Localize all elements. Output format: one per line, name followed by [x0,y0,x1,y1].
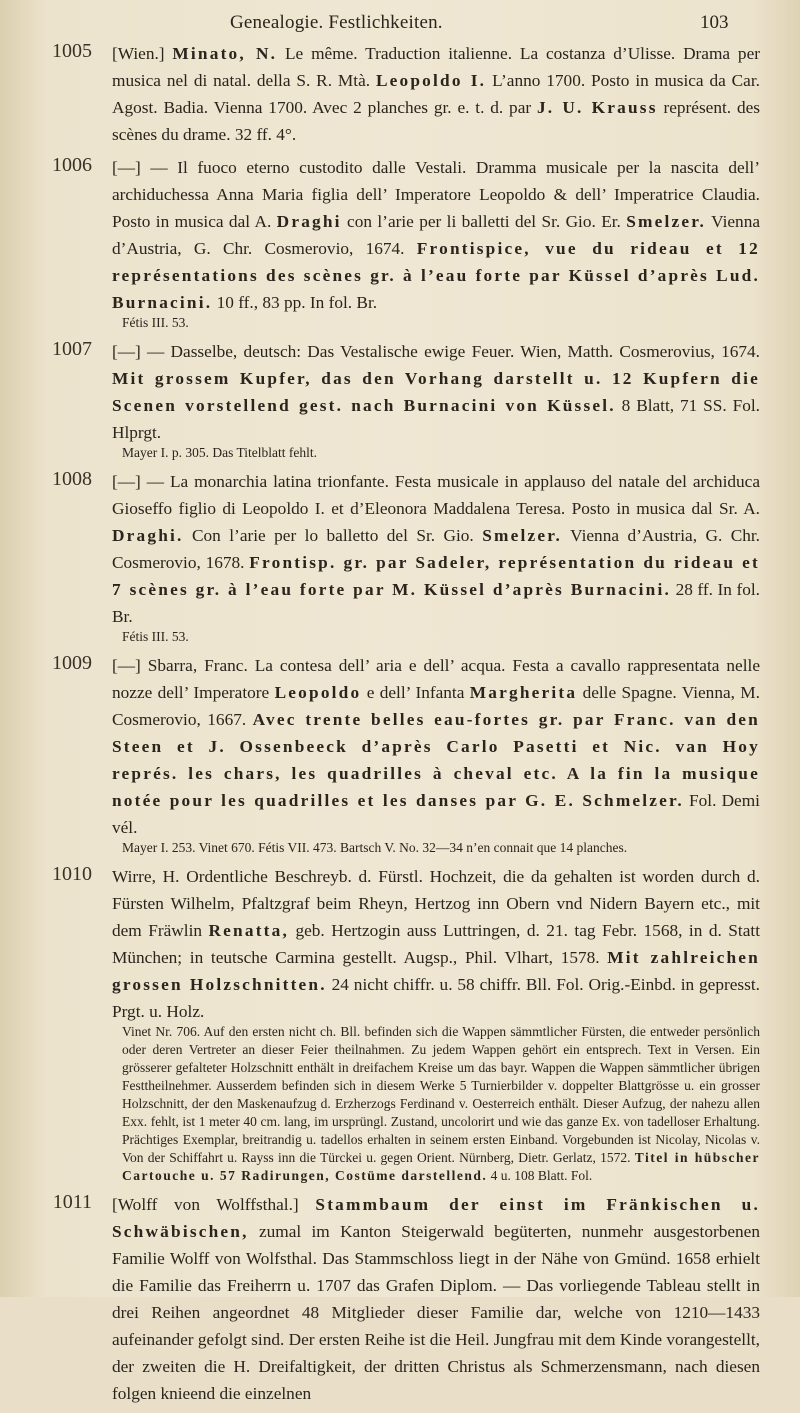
catalog-entry-1007 [0,338,760,462]
catalog-entry-1008 [0,468,760,646]
entry-text: [Wien.] Minato, N. Le même. Traduction italienne. La costanza d’Ulisse. Drama per musica nel di natal. della S. R. Mtà. Leopoldo I. L’anno 1700. Posto in musica da Car. Agost. Badia. Vienna 1700. Avec 2 planches gr. e. t. d. par J. U. Krauss représent. des scènes du drame. 32 ff. 4°. [112,44,760,144]
lot-number: 1009 [52,652,92,674]
bibliographic-reference: Vinet Nr. 706. Auf den ersten nicht ch. Bll. befinden sich die Wappen sämmtlicher Fürsten, die entweder persönlich oder deren Vertreter an dieser Feier theilnahmen. Zu jedem Wappen gehört ein entsprech. Text in Versen. Ein grösserer gefalteter Holzschnitt enthält in dreifachem Kreise um das bayr. Wappen die Wappen sämmtlicher übrigen Festtheilnehmer. Ausserdem befinden sich in diesem Werke 5 Turnierbilder v. doppelter Blattgrösse u. ein grosser Holzschnitt, der den Maskenaufzug d. Erzherzogs Ferdinand v. Oesterreich enthält. Dieser Aufzug, der nahezu allen Exx. fehlt, ist 1 meter 40 cm. lang, im ursprüngl. Zustand, uncolorirt und wie das ganze Ex. von tadelloser Erhaltung. Prächtiges Exemplar, breitrandig u. tadellos erhalten in seinem ersten Einband. Vorgebunden ist Nicolay, Nicolas v. Von der Schiffahrt u. Rayss inn die Türckei u. gegen Orient. Nürnberg, Dietr. Gerlatz, 1572. Titel in hübscher Cartouche u. 57 Radirungen, Costüme darstellend. 4 u. 108 Blatt. Fol. [122,1024,761,1183]
catalog-entry-1005 [0,40,760,148]
catalog-entries [0,40,800,1413]
entry-text: [—] — La monarchia latina trionfante. Festa musicale in applauso del natale del archiduca Gioseffo figlio di Leopoldo I. et d’Eleonora Maddalena Teresa. Posto in musica dal Sr. A. Draghi. Con l’arie per lo balletto del Sr. Gio. Smelzer. Vienna d’Austria, G. Chr. Cosmerovio, 1678. Frontisp. gr. par Sadeler, représentation du rideau et 7 scènes gr. à l’eau forte par M. Küssel d’après Burnacini. 28 ff. In fol. Br. [112,472,760,626]
catalog-entry-1011 [0,1191,760,1407]
bibliographic-reference: Mayer I. p. 305. Das Titelblatt fehlt. [122,445,317,460]
lot-number: 1010 [52,863,92,885]
bibliographic-reference: Fétis III. 53. [122,315,189,330]
entry-text: [—] — Il fuoco eterno custodito dalle Vestali. Dramma musicale per la nascita dell’ archiduchessa Anna Maria figlia dell’ Imperatore Leopoldo & dell’ Imperatrice Claudia. Posto in musica dal A. Draghi con l’arie per li balletti del Sr. Gio. Er. Smelzer. Vienna d’Austria, G. Chr. Cosmerovio, 1674. Frontispice, vue du rideau et 12 représentations des scènes gr. à l’eau forte par Küssel d’après Lud. Burnacini. 10 ff., 83 pp. In fol. Br. [112,158,761,312]
catalog-entry-1009 [0,652,760,857]
catalog-entry-1006 [0,154,760,332]
entry-text: [—] Sbarra, Franc. La contesa dell’ aria e dell’ acqua. Festa a cavallo rappresentata nelle nozze dell’ Imperatore Leopoldo e dell’ Infanta Margherita delle Spagne. Vienna, M. Cosmerovio, 1667. Avec trente belles eau-fortes gr. par Franc. van den Steen et J. Ossenbeeck d’après Carlo Pasetti et Nic. van Hoy représ. les chars, les quadrilles à cheval etc. A la fin la musique notée pour les quadrilles et les danses par G. E. Schmelzer. Fol. Demi vél. [112,656,760,837]
bibliographic-reference: Mayer I. 253. Vinet 670. Fétis VII. 473. Bartsch V. No. 32—34 n’en connait que 14 planches. [122,840,628,855]
lot-number: 1011 [52,1191,92,1213]
page-header [0,8,800,38]
lot-number: 1007 [52,338,92,360]
catalog-entry-1010 [0,863,760,1185]
bibliographic-reference: Fétis III. 53. [122,629,189,644]
page-number: 103 [700,12,729,33]
running-head: Genealogie. Festlichkeiten. [230,12,443,33]
entry-text: Wirre, H. Ordentliche Beschreyb. d. Fürstl. Hochzeit, die da gehalten ist worden durch d. Fürsten Wilhelm, Pfaltzgraf beim Rheyn, Hertzog inn Obern vnd Nidern Bayern etc., mit dem Fräwlin Renatta, geb. Hertzogin auss Luttringen, d. 21. tag Febr. 1568, in d. Statt München; in teutsche Carmina gestellt. Augsp., Phil. Vlhart, 1578. Mit zahlreichen grossen Holzschnitten. 24 nicht chiffr. u. 58 chiffr. Bll. Fol. Orig.-Einbd. in gepresst. Prgt. u. Holz. [112,867,760,1021]
lot-number: 1006 [52,154,92,176]
lot-number: 1005 [52,40,92,62]
entry-text: [Wolff von Wolffsthal.] Stammbaum der einst im Fränkischen u. Schwäbischen, zumal im Kanton Steigerwald begüterten, nunmehr ausgestorbenen Familie Wolff von Wolfsthal. Das Stammschloss liegt in der Nähe von Gmünd. 1658 erhielt die Familie das Freiherrn u. 1707 das Grafen Diplom. — Das vorliegende Tableau stellt in drei Reihen angeordnet 48 Mitglieder dieser Familie dar, welche von 1210—1433 aufeinander gefolgt sind. Der ersten Reihe ist die Heil. Jungfrau mit dem Kinde vorangestellt, der zweiten die H. Dreifaltigkeit, der dritten Christus als Schmerzensmann, nach diesen folgen knieend die einzelnen [112,1195,760,1403]
lot-number: 1008 [52,468,92,490]
entry-text: [—] — Dasselbe, deutsch: Das Vestalische ewige Feuer. Wien, Matth. Cosmerovius, 1674. Mit grossem Kupfer, das den Vorhang darstellt u. 12 Kupfern die Scenen vorstellend gest. nach Burnacini von Küssel. 8 Blatt, 71 SS. Fol. Hlprgt. [112,342,760,442]
